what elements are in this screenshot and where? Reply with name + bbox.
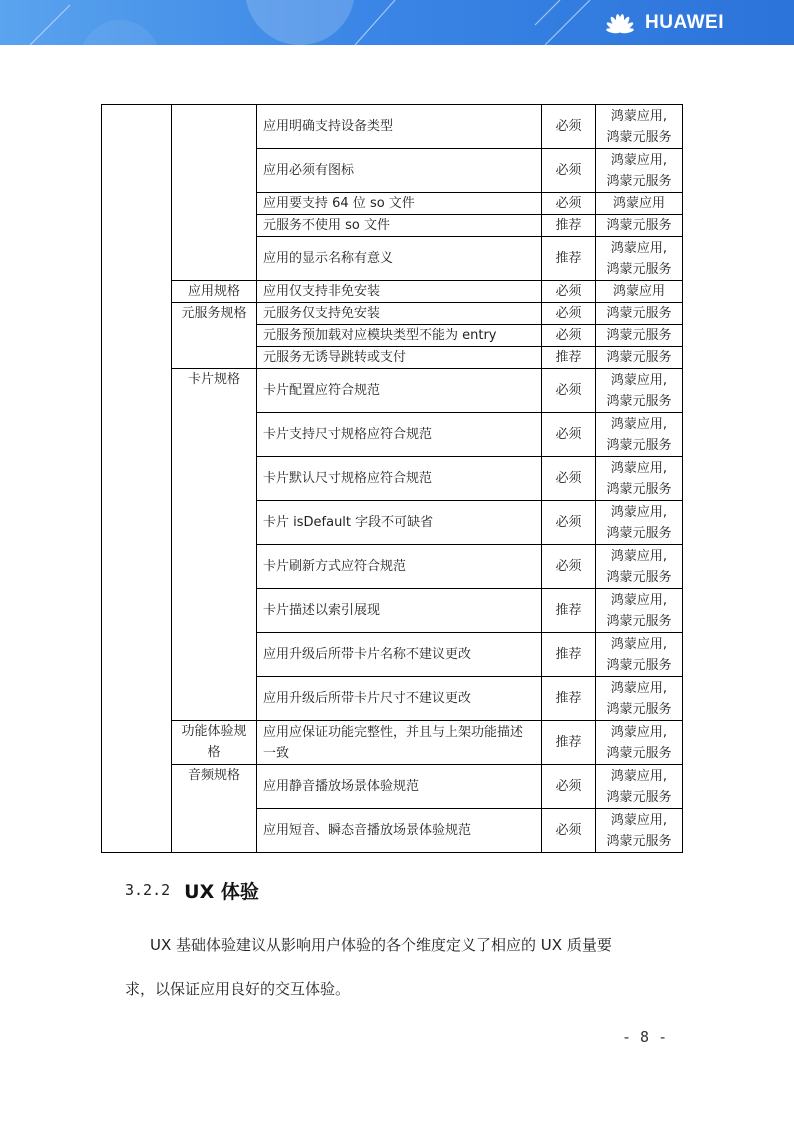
text-line: 鸿蒙元服务	[606, 129, 672, 145]
page-number: - 8 -	[622, 1028, 668, 1046]
level-cell: 必须	[542, 281, 596, 303]
text-line: 鸿蒙应用,	[610, 680, 668, 696]
level-cell: 必须	[542, 149, 596, 193]
text-line: 鸿蒙应用,	[610, 592, 668, 608]
level-cell: 必须	[542, 369, 596, 413]
requirement-cell: 元服务仅支持免安装	[257, 303, 542, 325]
section-paragraph-line-2: 求，以保证应用良好的交互体验。	[125, 980, 351, 998]
text-line: 鸿蒙元服务	[606, 613, 672, 629]
text-line: 鸿蒙元服务	[606, 525, 672, 541]
text-line: 鸿蒙元服务	[606, 745, 672, 761]
text-line: 鸿蒙元服务	[606, 261, 672, 277]
text-line: 鸿蒙元服务	[606, 350, 672, 365]
text-line: 鸿蒙元服务	[606, 657, 672, 673]
table-row	[102, 765, 683, 809]
section-heading	[125, 878, 259, 902]
subcategory-cell: 音频规格	[172, 765, 257, 853]
table-row	[102, 281, 683, 303]
table-row	[102, 369, 683, 413]
subcategory-cell: 元服务规格	[172, 303, 257, 369]
requirement-cell: 元服务预加载对应模块类型不能为 entry	[257, 325, 542, 347]
scope-cell	[596, 105, 683, 149]
requirement-cell: 卡片配置应符合规范	[257, 369, 542, 413]
requirement-cell: 应用静音播放场景体验规范	[257, 765, 542, 809]
level-cell: 必须	[542, 501, 596, 545]
text-line: 格	[207, 745, 221, 760]
huawei-logo-icon	[603, 10, 637, 36]
text-line: 鸿蒙应用,	[610, 372, 668, 388]
requirement-cell: 应用短音、瞬态音播放场景体验规范	[257, 809, 542, 853]
table-row	[102, 721, 683, 765]
requirement-cell: 卡片 isDefault 字段不可缺省	[257, 501, 542, 545]
text-line: 鸿蒙应用,	[610, 724, 668, 740]
level-cell: 必须	[542, 193, 596, 215]
text-line: 鸿蒙元服务	[606, 218, 672, 233]
requirement-cell: 卡片描述以索引展现	[257, 589, 542, 633]
scope-cell	[596, 193, 683, 215]
level-cell: 推荐	[542, 347, 596, 369]
level-cell: 必须	[542, 457, 596, 501]
requirement-cell: 应用明确支持设备类型	[257, 105, 542, 149]
scope-cell	[596, 215, 683, 237]
requirement-cell: 应用要支持 64 位 so 文件	[257, 193, 542, 215]
text-line: 鸿蒙元服务	[606, 789, 672, 805]
level-cell: 必须	[542, 765, 596, 809]
text-line: 鸿蒙元服务	[606, 173, 672, 189]
level-cell: 推荐	[542, 215, 596, 237]
level-cell: 必须	[542, 413, 596, 457]
requirement-cell: 元服务无诱导跳转或支付	[257, 347, 542, 369]
category-cell	[102, 105, 172, 853]
subcategory-cell: 卡片规格	[172, 369, 257, 721]
scope-cell	[596, 303, 683, 325]
scope-cell	[596, 457, 683, 501]
requirement-cell: 应用必须有图标	[257, 149, 542, 193]
brand-name: HUAWEI	[645, 12, 724, 33]
scope-cell	[596, 149, 683, 193]
level-cell: 必须	[542, 105, 596, 149]
text-line: 鸿蒙元服务	[606, 833, 672, 849]
section-paragraph-line-1: UX 基础体验建议从影响用户体验的各个维度定义了相应的 UX 质量要	[150, 936, 612, 954]
text-line: 应用应保证功能完整性，并且与上架功能描述	[263, 724, 524, 740]
section-number: 3.2.2	[125, 881, 171, 899]
scope-cell	[596, 281, 683, 303]
text-line: 鸿蒙应用,	[610, 240, 668, 256]
requirement-cell: 应用升级后所带卡片名称不建议更改	[257, 633, 542, 677]
scope-cell	[596, 545, 683, 589]
text-line: 功能体验规	[181, 724, 247, 739]
text-line: 鸿蒙应用,	[610, 812, 668, 828]
text-line: 鸿蒙元服务	[606, 437, 672, 453]
scope-cell	[596, 809, 683, 853]
scope-cell	[596, 721, 683, 765]
requirement-cell	[257, 721, 542, 765]
table-row	[102, 105, 683, 149]
text-line: 鸿蒙应用,	[610, 768, 668, 784]
requirement-cell: 应用的显示名称有意义	[257, 237, 542, 281]
level-cell: 推荐	[542, 677, 596, 721]
requirements-table	[101, 104, 683, 853]
text-line: 鸿蒙应用,	[610, 504, 668, 520]
scope-cell	[596, 501, 683, 545]
text-line: 鸿蒙元服务	[606, 569, 672, 585]
subcategory-cell	[172, 105, 257, 281]
level-cell: 必须	[542, 303, 596, 325]
scope-cell	[596, 369, 683, 413]
scope-cell	[596, 589, 683, 633]
text-line: 鸿蒙元服务	[606, 393, 672, 409]
scope-cell	[596, 633, 683, 677]
requirement-cell: 应用仅支持非免安装	[257, 281, 542, 303]
subcategory-cell	[172, 721, 257, 765]
table-row	[102, 303, 683, 325]
text-line: 鸿蒙应用,	[610, 548, 668, 564]
header-banner	[0, 0, 794, 45]
text-line: 鸿蒙应用,	[610, 152, 668, 168]
level-cell: 推荐	[542, 721, 596, 765]
subcategory-cell: 应用规格	[172, 281, 257, 303]
scope-cell	[596, 325, 683, 347]
text-line: 鸿蒙元服务	[606, 328, 672, 343]
text-line: 鸿蒙应用,	[610, 636, 668, 652]
scope-cell	[596, 413, 683, 457]
level-cell: 推荐	[542, 633, 596, 677]
level-cell: 必须	[542, 809, 596, 853]
level-cell: 推荐	[542, 589, 596, 633]
text-line: 一致	[263, 745, 290, 761]
scope-cell	[596, 237, 683, 281]
requirement-cell: 卡片刷新方式应符合规范	[257, 545, 542, 589]
requirement-cell: 卡片默认尺寸规格应符合规范	[257, 457, 542, 501]
text-line: 鸿蒙应用,	[610, 108, 668, 124]
text-line: 鸿蒙元服务	[606, 481, 672, 497]
text-line: 鸿蒙应用,	[610, 416, 668, 432]
text-line: 鸿蒙应用	[612, 196, 665, 211]
level-cell: 推荐	[542, 237, 596, 281]
text-line: 鸿蒙元服务	[606, 701, 672, 717]
text-line: 鸿蒙应用,	[610, 460, 668, 476]
level-cell: 必须	[542, 325, 596, 347]
text-line: 鸿蒙元服务	[606, 306, 672, 321]
requirement-cell: 卡片支持尺寸规格应符合规范	[257, 413, 542, 457]
level-cell: 必须	[542, 545, 596, 589]
huawei-brand	[603, 10, 724, 36]
requirement-cell: 元服务不使用 so 文件	[257, 215, 542, 237]
section-title: UX 体验	[184, 880, 259, 903]
scope-cell	[596, 347, 683, 369]
scope-cell	[596, 677, 683, 721]
requirement-cell: 应用升级后所带卡片尺寸不建议更改	[257, 677, 542, 721]
text-line: 鸿蒙应用	[612, 284, 665, 299]
scope-cell	[596, 765, 683, 809]
